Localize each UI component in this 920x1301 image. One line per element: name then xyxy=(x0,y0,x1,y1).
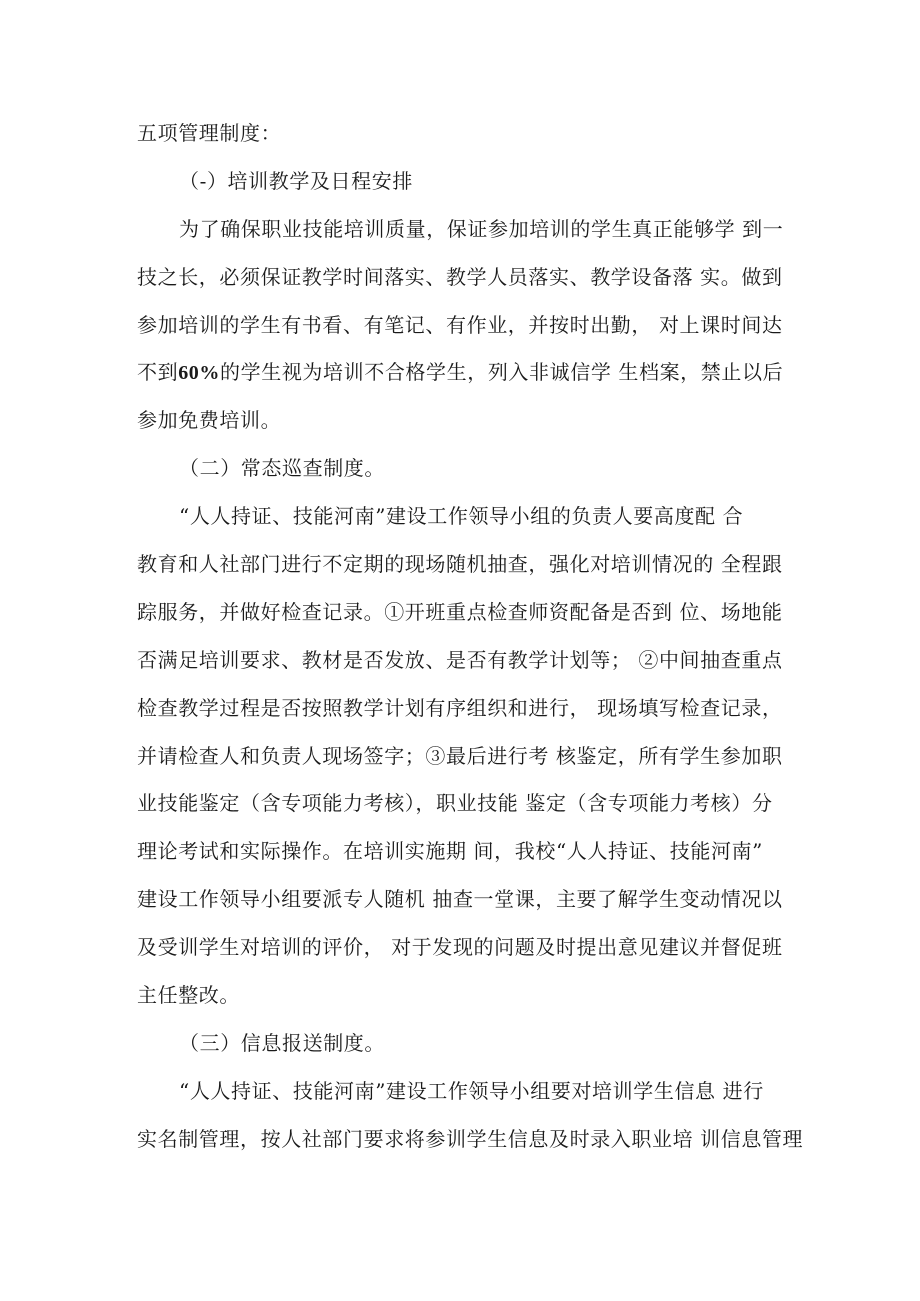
paragraph-line: 理论考试和实际操作。在培训实施期 间，我校“人人持证、技能河南” xyxy=(137,839,764,864)
paragraph-line: 技之长，必须保证教学时间落实、教学人员落实、教学设备落 实。做到 xyxy=(137,264,783,289)
paragraph-line: 参加培训的学生有书看、有笔记、有作业，并按时出勤， 对上课时间达 xyxy=(137,312,783,337)
intro-line: 五项管理制度： xyxy=(137,121,282,145)
paragraph-line: “人人持证、技能河南”建设工作领导小组要对培训学生信息 进行 xyxy=(179,1078,764,1103)
paragraph-line: “人人持证、技能河南”建设工作领导小组的负责人要高度配 合 xyxy=(179,504,744,529)
paragraph-line: 实名制管理，按人社部门要求将参训学生信息及时录入职业培 训信息管理 xyxy=(137,1126,804,1151)
section-heading-3: （三）信息报送制度。 xyxy=(179,1030,385,1055)
paragraph-line: 检查教学过程是否按照教学计划有序组织和进行， 现场填写检查记录， xyxy=(137,695,783,720)
paragraph-line: 并请检查人和负责人现场签字；③最后进行考 核鉴定，所有学生参加职 xyxy=(137,743,783,768)
paragraph-line: 为了确保职业技能培训质量，保证参加培训的学生真正能够学 到一 xyxy=(179,216,784,241)
paragraph-line: 教育和人社部门进行不定期的现场随机抽查，强化对培训情况的 全程跟 xyxy=(137,552,783,577)
text-fragment: 的学生视为培训不合格学生，列入非诚信学 生档案，禁止以后 xyxy=(220,360,784,385)
section-heading-2: （二）常态巡查制度。 xyxy=(179,456,385,481)
paragraph-line: 否满足培训要求、教材是否发放、是否有教学计划等； ②中间抽查重点 xyxy=(137,647,783,672)
percentage-value: 60% xyxy=(178,362,221,385)
paragraph-line: 主任整改。 xyxy=(137,983,240,1008)
paragraph-line xyxy=(137,349,784,397)
document-page xyxy=(137,110,804,1164)
paragraph-line: 及受训学生对培训的评价， 对于发现的问题及时提出意见建议并督促班 xyxy=(137,935,783,960)
paragraph-line: 参加免费培训。 xyxy=(137,408,282,433)
text-fragment: 不到 xyxy=(137,360,179,385)
paragraph-line: 建设工作领导小组要派专人随机 抽查一堂课，主要了解学生变动情况以 xyxy=(137,887,783,912)
paragraph-line: 业技能鉴定（含专项能力考核），职业技能 鉴定（含专项能力考核）分 xyxy=(137,791,773,816)
paragraph-line: 踪服务，并做好检查记录。①开班重点检查师资配备是否到 位、场地能 xyxy=(137,599,783,624)
section-heading-1: （-）培训教学及日程安排 xyxy=(179,168,413,193)
